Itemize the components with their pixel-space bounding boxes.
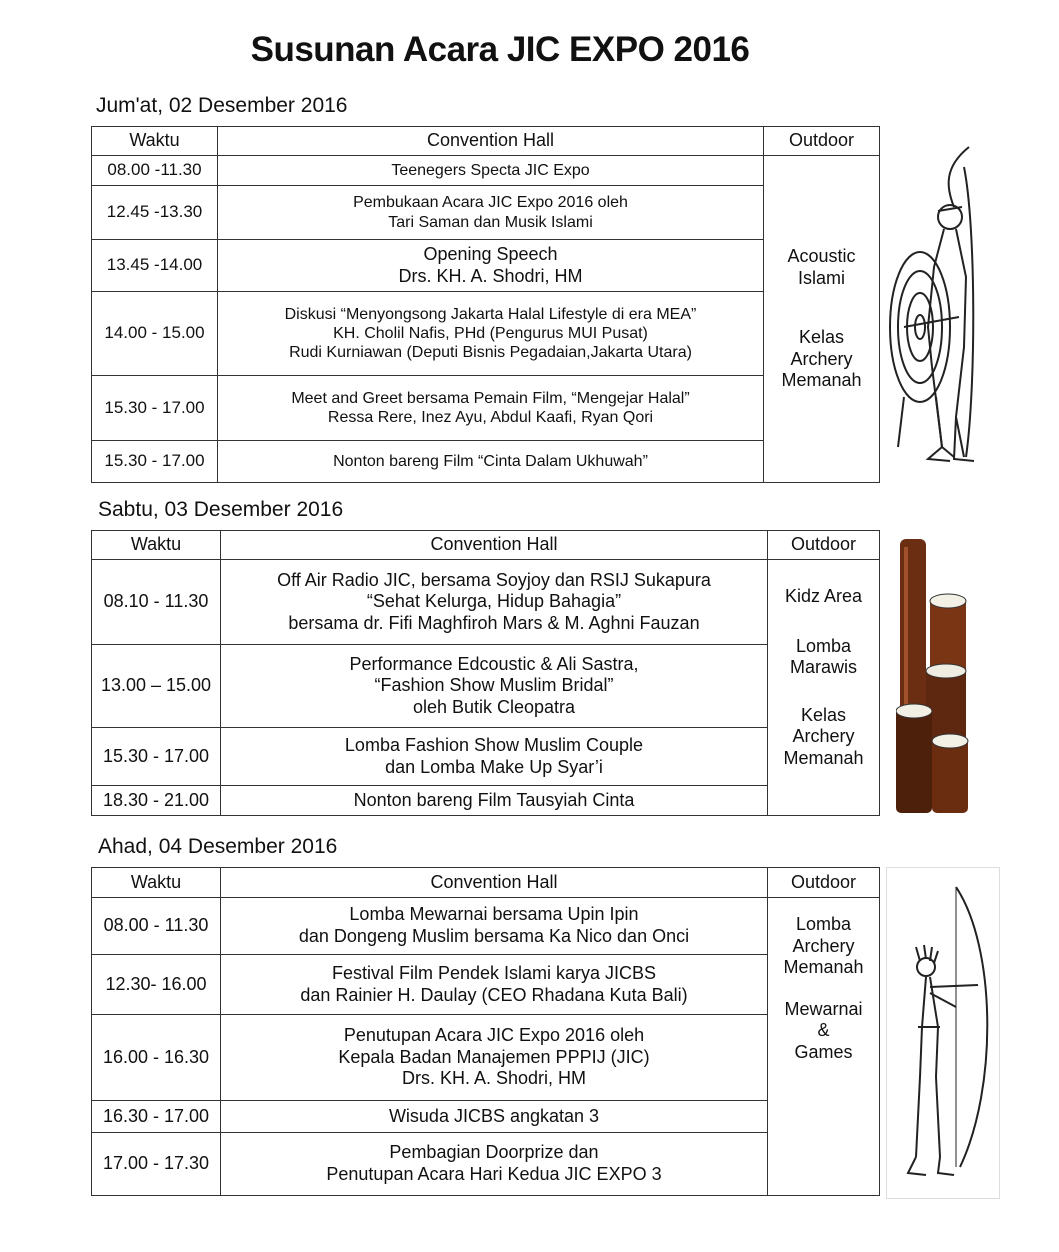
time-cell: 08.10 - 11.30 xyxy=(92,560,221,645)
header-convention-hall: Convention Hall xyxy=(218,127,764,156)
event-cell: Meet and Greet bersama Pemain Film, “Mengejar Halal” Ressa Rere, Inez Ayu, Abdul Kaafi, Ryan Qori xyxy=(218,376,764,441)
schedule-table-day1 xyxy=(91,126,880,483)
header-waktu: Waktu xyxy=(92,868,221,898)
event-cell: Pembukaan Acara JIC Expo 2016 oleh Tari Saman dan Musik Islami xyxy=(218,186,764,240)
outdoor-activity: Lomba Marawis xyxy=(789,635,857,678)
day-label: Sabtu, 03 Desember 2016 xyxy=(98,498,344,521)
time-cell: 08.00 - 11.30 xyxy=(92,898,221,955)
header-waktu: Waktu xyxy=(92,127,218,156)
event-cell: Opening Speech Drs. KH. A. Shodri, HM xyxy=(218,240,764,292)
outdoor-cell xyxy=(768,560,880,816)
time-cell: 14.00 - 15.00 xyxy=(92,292,218,376)
marawis-drums-photo xyxy=(896,537,970,813)
time-cell: 16.00 - 16.30 xyxy=(92,1015,221,1101)
header-outdoor: Outdoor xyxy=(768,531,880,560)
time-cell: 15.30 - 17.00 xyxy=(92,376,218,441)
native-archer-illustration xyxy=(886,867,1000,1199)
event-cell: Penutupan Acara JIC Expo 2016 oleh Kepala Badan Manajemen PPPIJ (JIC) Drs. KH. A. Shodri, HM xyxy=(221,1015,768,1101)
event-cell: Teenegers Specta JIC Expo xyxy=(218,156,764,186)
time-cell: 15.30 - 17.00 xyxy=(92,728,221,786)
event-cell: Pembagian Doorprize dan Penutupan Acara Hari Kedua JIC EXPO 3 xyxy=(221,1133,768,1196)
header-outdoor: Outdoor xyxy=(768,868,880,898)
outdoor-activity: Lomba Archery Memanah xyxy=(783,914,864,978)
page-title: Susunan Acara JIC EXPO 2016 xyxy=(250,30,750,69)
outdoor-cell xyxy=(768,898,880,1196)
time-cell: 16.30 - 17.00 xyxy=(92,1101,221,1133)
outdoor-cell xyxy=(764,156,880,483)
time-cell: 08.00 -11.30 xyxy=(92,156,218,186)
outdoor-activity: Kelas Archery Memanah xyxy=(783,704,864,768)
event-cell: Wisuda JICBS angkatan 3 xyxy=(221,1101,768,1133)
outdoor-activity: Acoustic Islami xyxy=(787,246,856,288)
header-convention-hall: Convention Hall xyxy=(221,531,768,560)
event-cell: Lomba Mewarnai bersama Upin Ipin dan Dongeng Muslim bersama Ka Nico dan Onci xyxy=(221,898,768,955)
event-cell: Diskusi “Menyongsong Jakarta Halal Lifestyle di era MEA” KH. Cholil Nafis, PHd (Pengurus MUI Pusat) Rudi Kurniawan (Deputi Bisnis Pegadaian,Jakarta Utara) xyxy=(218,292,764,376)
day-label: Jum'at, 02 Desember 2016 xyxy=(96,94,348,117)
time-cell: 12.30- 16.00 xyxy=(92,955,221,1015)
header-outdoor: Outdoor xyxy=(764,127,880,156)
outdoor-activity: Kidz Area xyxy=(784,586,863,606)
time-cell: 15.30 - 17.00 xyxy=(92,441,218,483)
archer-with-target-illustration xyxy=(884,127,984,477)
event-cell: Festival Film Pendek Islami karya JICBS dan Rainier H. Daulay (CEO Rhadana Kuta Bali) xyxy=(221,955,768,1015)
time-cell: 17.00 - 17.30 xyxy=(92,1133,221,1196)
outdoor-activity: Kelas Archery Memanah xyxy=(781,327,862,391)
time-cell: 13.00 – 15.00 xyxy=(92,645,221,728)
schedule-table-day2 xyxy=(91,530,880,816)
outdoor-activity: Mewarnai & Games xyxy=(784,998,863,1062)
event-cell: Nonton bareng Film Tausyiah Cinta xyxy=(221,786,768,816)
schedule-table-day3 xyxy=(91,867,880,1196)
event-cell: Lomba Fashion Show Muslim Couple dan Lomba Make Up Syar’i xyxy=(221,728,768,786)
header-convention-hall: Convention Hall xyxy=(221,868,768,898)
day-label: Ahad, 04 Desember 2016 xyxy=(98,835,338,858)
header-waktu: Waktu xyxy=(92,531,221,560)
event-cell: Performance Edcoustic & Ali Sastra, “Fashion Show Muslim Bridal” oleh Butik Cleopatra xyxy=(221,645,768,728)
time-cell: 12.45 -13.30 xyxy=(92,186,218,240)
event-cell: Off Air Radio JIC, bersama Soyjoy dan RSIJ Sukapura “Sehat Kelurga, Hidup Bahagia” bersama dr. Fifi Maghfiroh Mars & M. Aghni Fauzan xyxy=(221,560,768,645)
time-cell: 13.45 -14.00 xyxy=(92,240,218,292)
time-cell: 18.30 - 21.00 xyxy=(92,786,221,816)
event-cell: Nonton bareng Film “Cinta Dalam Ukhuwah” xyxy=(218,441,764,483)
